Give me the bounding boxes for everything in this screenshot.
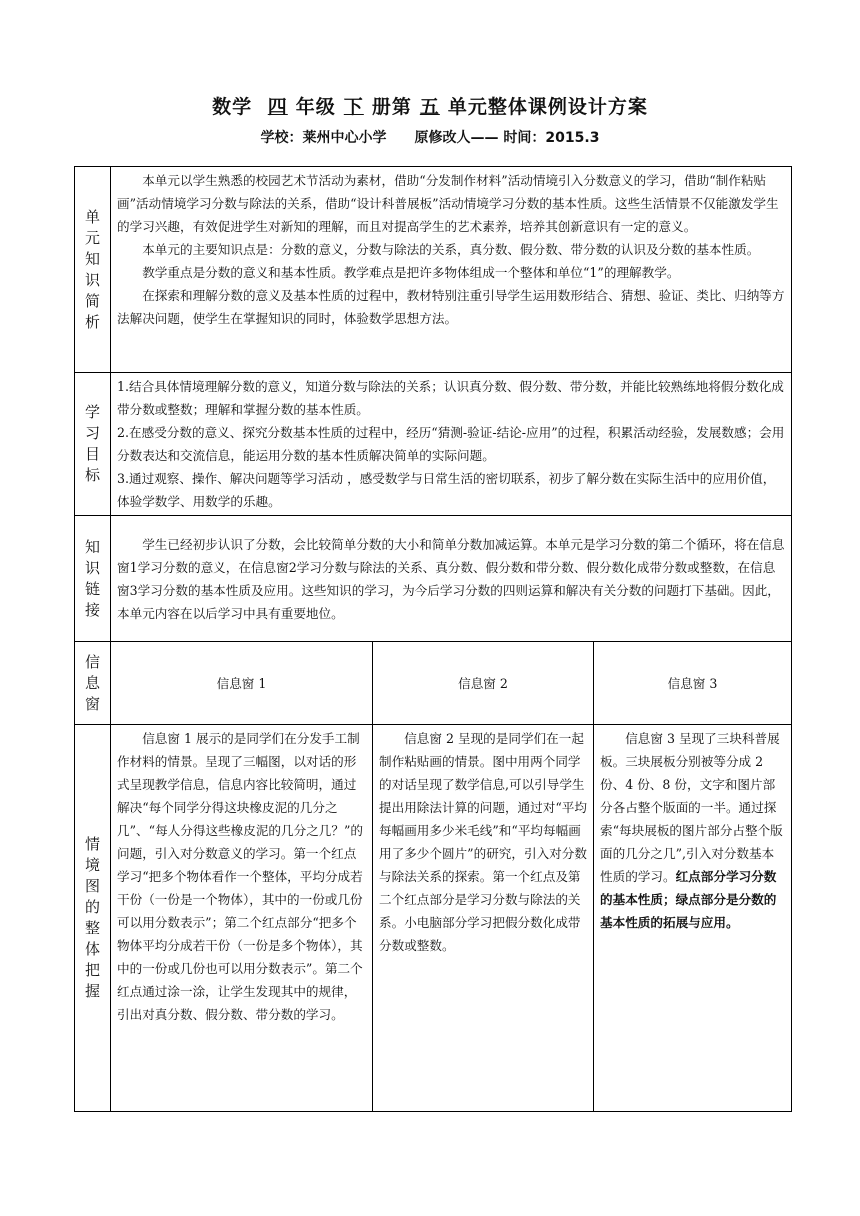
overview-window-3-text	[600, 727, 785, 934]
analysis-paragraph-1: 本单元以学生熟悉的校园艺术节活动为素材，借助“分发制作材料”活动情境引入分数意义的学习，借助“制作粘贴画”活动情境学习分数与除法的关系，借助“设计科普展板”活动情境学习分数的基本性质。这些生活情景不仅能激发学生的学习兴趣，有效促进学生对新知的理解，而且对提高学生的艺术素养，培养其创新意识有一定的意义。	[117, 173, 779, 234]
label-char: 的	[84, 898, 100, 916]
row-windows	[75, 642, 792, 725]
title-rest: 单元整体课例设计方案	[447, 96, 648, 118]
label-char: 情	[84, 835, 100, 853]
label-char: 习	[84, 424, 100, 442]
label-windows	[75, 642, 111, 725]
window-header-2: 信息窗 2	[373, 642, 594, 725]
plan-table	[74, 166, 792, 1112]
school-info: 学校：莱州中心小学	[260, 130, 387, 146]
label-char: 息	[84, 673, 100, 692]
goal-item-2: 2.在感受分数的意义、探究分数基本性质的过程中，经历“猜测-验证-结论-应用”的过程，积累活动经验，发展数感；会用分数表达和交流信息，能运用分数的基本性质解决简单的实际问题。	[117, 425, 785, 463]
overview-window-1	[111, 725, 373, 1112]
title-subject: 数学	[212, 96, 253, 118]
label-char: 识	[84, 270, 100, 289]
title-grade: 四	[267, 96, 288, 118]
links-paragraph: 学生已经初步认识了分数，会比较简单分数的大小和简单分数加减运算。本单元是学习分数的第二个循环，将在信息窗1学习分数的意义，在信息窗2学习分数与除法的关系、真分数、假分数和带分数、假分数化成带分数或整数，在信息窗3学习分数的基本性质及应用。这些知识的学习，为今后学习分数的四则运算和解决有关分数的问题打下基础。因此，本单元内容在以后学习中具有重要地位。	[117, 536, 785, 621]
row-overview	[75, 725, 792, 1112]
overview-window-3-normal: 信息窗 3 呈现了三块科普展板。三块展板分别被等分成 2 份、4 份、8 份，文字和图片部分各占整个版面的一半。通过探索“每块展板的图片部分占整个版面的几分之几”,引入对分数基本性质的学习。	[600, 731, 783, 884]
author-info: 原修改人——	[414, 130, 499, 146]
label-overview-text	[75, 834, 110, 1002]
row-goals	[75, 373, 792, 516]
label-links-text	[75, 537, 110, 621]
overview-window-3-bold: 红点部分学习分数的基本性质；绿点部分是分数的基本性质的拓展与应用。	[600, 869, 777, 930]
overview-window-2	[373, 725, 594, 1112]
label-char: 学	[84, 403, 100, 421]
label-char: 图	[84, 877, 100, 895]
overview-window-3	[594, 725, 792, 1112]
goal-item-3: 3.通过观察、操作、解决问题等学习活动 ，感受数学与日常生活的密切联系，初步了解分数在实际生活中的应用价值，体验学数学、用数学的乐趣。	[117, 471, 776, 509]
window-header-1: 信息窗 1	[111, 642, 373, 725]
label-char: 知	[84, 249, 100, 268]
label-analysis	[75, 167, 111, 373]
label-links	[75, 516, 111, 642]
analysis-content	[111, 167, 792, 373]
page-subtitle	[0, 127, 860, 147]
label-goals	[75, 373, 111, 516]
title-volume-suffix: 册第	[371, 96, 412, 118]
row-analysis	[75, 167, 792, 373]
goal-item-1: 1.结合具体情境理解分数的意义，知道分数与除法的关系；认识真分数、假分数、带分数，并能比较熟练地将假分数化成带分数或整数；理解和掌握分数的基本性质。	[117, 379, 784, 417]
time-info: 时间：2015.3	[503, 130, 600, 146]
row-links	[75, 516, 792, 642]
label-char: 简	[84, 291, 100, 310]
links-content	[111, 516, 792, 642]
title-grade-suffix: 年级	[295, 96, 336, 118]
label-char: 握	[84, 982, 100, 1000]
label-char: 单	[84, 207, 100, 226]
label-char: 整	[84, 919, 100, 937]
label-char: 知	[84, 537, 100, 556]
overview-window-2-text: 信息窗 2 呈现的是同学们在一起制作粘贴画的情景。图中用两个同学的对话呈现了数学信息,可以引导学生提出用除法计算的问题，通过对“平均每幅画用多少米毛线”和“平均每幅画用了多少个圆片”的研究，引入对分数与除法关系的探索。第一个红点及第二个红点部分是学习分数与除法的关系。小电脑部分学习把假分数化成带分数或整数。	[379, 731, 587, 953]
goals-content	[111, 373, 792, 516]
label-goals-text	[75, 402, 110, 486]
title-volume: 下	[343, 96, 364, 118]
label-char: 体	[84, 940, 100, 958]
label-char: 境	[84, 856, 100, 874]
analysis-paragraph-4: 在探索和理解分数的意义及基本性质的过程中，教材特别注重引导学生运用数形结合、猜想、验证、类比、归纳等方法解决问题，使学生在掌握知识的同时，体验数学思想方法。	[117, 288, 785, 326]
title-unit: 五	[419, 96, 440, 118]
label-windows-text	[75, 652, 110, 715]
label-char: 元	[84, 228, 100, 247]
analysis-paragraph-2: 本单元的主要知识点是：分数的意义，分数与除法的关系，真分数、假分数、带分数的认识及分数的基本性质。	[142, 242, 760, 257]
analysis-paragraph-3: 教学重点是分数的意义和基本性质。教学难点是把许多物体组成一个整体和单位“1”的理解教学。	[142, 265, 680, 280]
label-overview	[75, 725, 111, 1112]
label-char: 窗	[84, 694, 100, 713]
window-header-3: 信息窗 3	[594, 642, 792, 725]
label-char: 标	[84, 466, 100, 484]
label-char: 接	[84, 600, 100, 619]
label-char: 信	[84, 652, 100, 671]
label-char: 把	[84, 961, 100, 979]
label-char: 链	[84, 579, 100, 598]
label-analysis-text	[75, 207, 110, 333]
label-char: 析	[84, 312, 100, 331]
page-title	[0, 92, 860, 119]
label-char: 目	[84, 445, 100, 463]
label-char: 识	[84, 558, 100, 577]
overview-window-1-text: 信息窗 1 展示的是同学们在分发手工制作材料的情景。呈现了三幅图，以对话的形式呈现教学信息，信息内容比较简明，通过解决“每个同学分得这块橡皮泥的几分之几”、“每人分得这些橡皮泥的几分之几？”的问题，引入对分数意义的学习。第一个红点学习“把多个物体看作一个整体，平均分成若干份（一份是一个物体），其中的一份或几份可以用分数表示”；第二个红点部分“把多个物体平均分成若干份（一份是多个物体），其中的一份或几份也可以用分数表示”。第二个红点通过涂一涂，让学生发现其中的规律，引出对真分数、假分数、带分数的学习。	[117, 731, 364, 1022]
